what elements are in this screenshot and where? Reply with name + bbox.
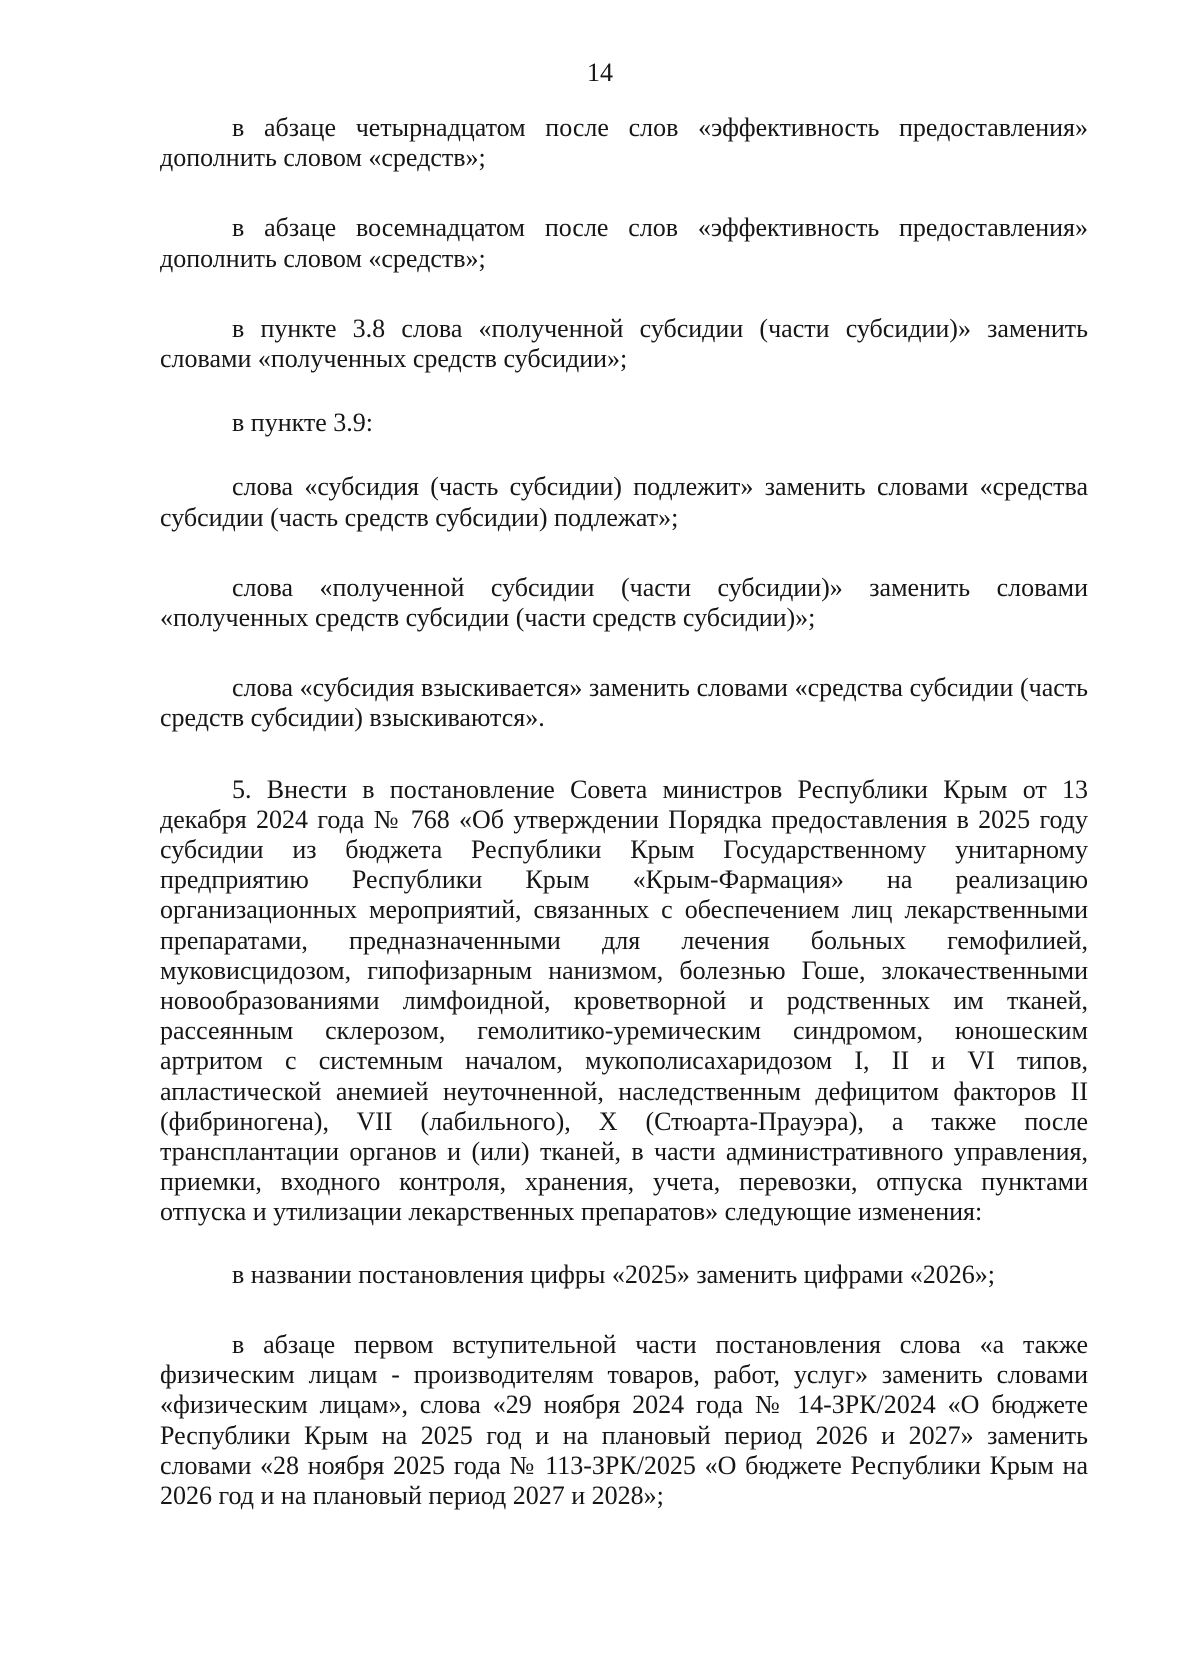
- paragraph-amend-title: в названии постановления цифры «2025» заменить цифрами «2026»;: [232, 1259, 995, 1289]
- page-number: 14: [587, 58, 613, 87]
- paragraph-amend-subsidy-due: слова «субсидия (часть субсидии) подлежит» заменить словами «средства субсидии (часть средств субсидии) подлежат»;: [160, 472, 1088, 532]
- paragraph-item-5: 5. Внести в постановление Совета министров Республики Крым от 13 декабря 2024 года № 768 «Об утверждении Порядка предоставления в 2025 году субсидии из бюджета Республики Крым Государственному унитарному предприятию Республики Крым «Крым-Фармация» на реализацию организационных мероприятий, связанных с обеспечением лиц лекарственными препаратами, предназначенными для лечения больных гемофилией, муковисцидозом, гипофизарным нанизмом, болезнью Гоше, злокачественными новообразованиями лимфоидной, кроветворной и родственных им тканей, рассеянным склерозом, гемолитико-уремическим синдромом, юношеским артритом с системным началом, мукополисахаридозом I, II и VI типов, апластической анемией неуточненной, наследственным дефицитом факторов II (фибриногена), VII (лабильного), X (Стюарта-Прауэра), а также после трансплантации органов и (или) тканей, в части административного управления, приемки, входного контроля, хранения, учета, перевозки, отпуска пунктами отпуска и утилизации лекарственных препаратов» следующие изменения:: [160, 774, 1088, 1227]
- paragraph-amend-abzac-18: в абзаце восемнадцатом после слов «эффективность предоставления» дополнить словом «средств»;: [160, 213, 1088, 273]
- paragraph-punkt-3-9-heading: в пункте 3.9:: [232, 408, 374, 438]
- paragraph-amend-subsidy-recovered: слова «субсидия взыскивается» заменить словами «средства субсидии (часть средств субсидии) взыскиваются».: [160, 673, 1088, 733]
- paragraph-amend-punkt-3-8: в пункте 3.8 слова «полученной субсидии (части субсидии)» заменить словами «полученных средств субсидии»;: [160, 313, 1088, 374]
- paragraph-amend-abzac-14: в абзаце четырнадцатом после слов «эффективность предоставления» дополнить словом «средств»;: [160, 113, 1088, 173]
- paragraph-amend-preamble: в абзаце первом вступительной части постановления слова «а также физическим лицам - производителям товаров, работ, услуг» заменить словами «физическим лицам», слова «29 ноября 2024 года № 14-ЗРК/2024 «О бюджете Республики Крым на 2025 год и на плановый период 2026 и 2027» заменить словами «28 ноября 2025 года № 113-ЗРК/2025 «О бюджете Республики Крым на 2026 год и на плановый период 2027 и 2028»;: [160, 1329, 1088, 1510]
- document-body: [160, 113, 1088, 1511]
- paragraph-amend-received-subsidy: слова «полученной субсидии (части субсидии)» заменить словами «полученных средств субсидии (части средств субсидии)»;: [160, 572, 1088, 633]
